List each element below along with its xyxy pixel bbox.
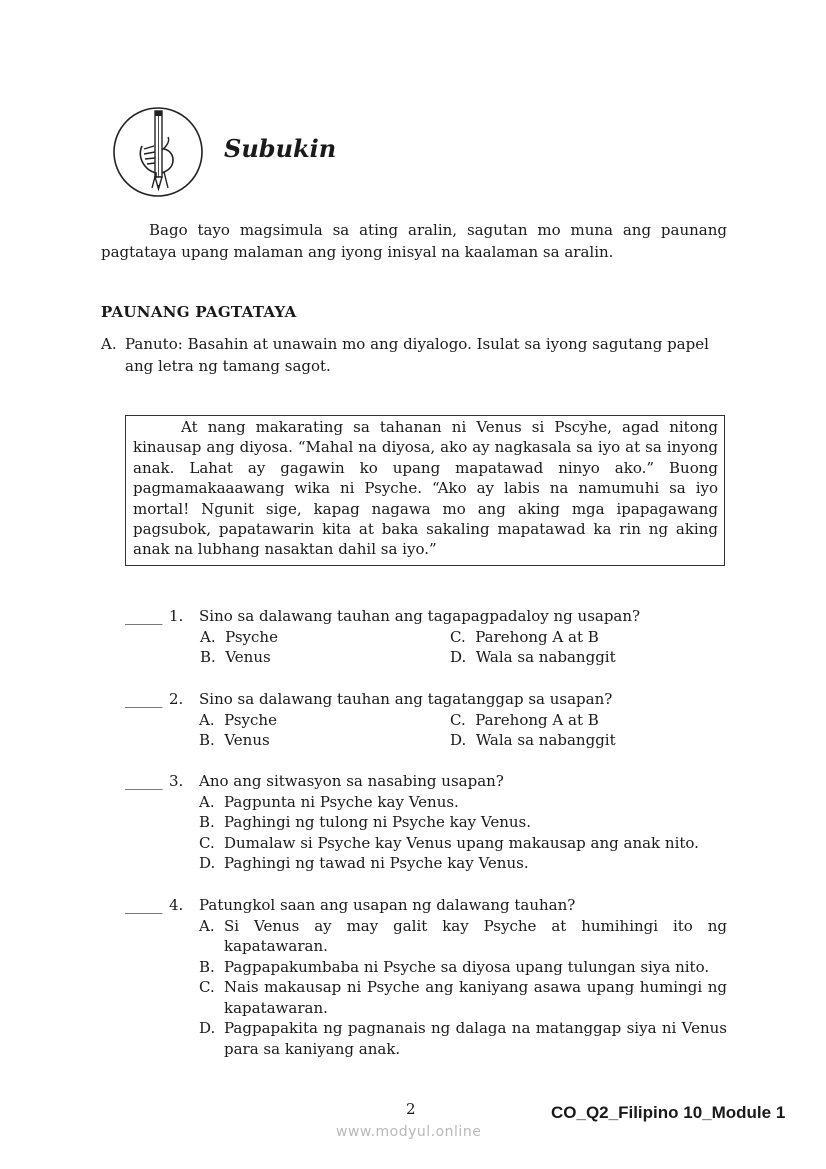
option-a: A. Si Venus ay may galit kay Psyche at humihingi ito ng kapatawaran. [199, 916, 727, 955]
question-text: Patungkol saan ang usapan ng dalawang tauhan? [199, 896, 576, 914]
answer-blank[interactable]: _____ [125, 772, 163, 790]
watermark: www.modyul.online [336, 1124, 482, 1140]
option-a: A. Pagpunta ni Psyche kay Venus. [199, 792, 459, 811]
question-text: Sino sa dalawang tauhan ang tagapagpadaloy ng usapan? [199, 607, 641, 625]
direction-text: Panuto: Basahin at unawain mo ang diyalogo. Isulat sa iyong sagutang papel ang letra ng tamang sagot. [125, 335, 709, 375]
answer-blank[interactable]: _____ [125, 690, 163, 708]
direction-label: A. [101, 335, 117, 353]
answer-blank[interactable]: _____ [125, 607, 163, 625]
question-2 [125, 689, 735, 751]
option-d: D. Paghingi ng tawad ni Psyche kay Venus. [199, 854, 529, 872]
answer-blank[interactable]: _____ [125, 896, 163, 914]
option-c: C. Parehong A at B [450, 627, 599, 646]
option-a: A. Psyche [199, 710, 277, 729]
option-b: B. Venus [200, 648, 271, 666]
question-number: 1. [169, 607, 184, 625]
passage-text: At nang makarating sa tahanan ni Venus si Pscyhe, agad nitong kinausap ang diyosa. “Mahal na diyosa, ako ay nagkasala sa iyo at sa inyong anak. Lahat ay gagawin ko upang mapatawad ninyo ako.” Buong pagmamakaaawang wika ni Psyche. “Ako ay labis na namumuhi sa iyo mortal! Ngunit sige, kapag nagawa mo ang aking mga ipapagawang pagsubok, papatawarin kita at baka sakaling mapatawad ka rin ng aking anak na lubhang nasaktan dahil sa iyo.” [133, 418, 718, 559]
option-d: D. Wala sa nabanggit [450, 731, 616, 749]
option-b: B. Pagpapakumbaba ni Psyche sa diyosa upang tulungan siya nito. [199, 957, 710, 976]
passage-box [125, 415, 725, 566]
question-4 [125, 895, 735, 1059]
question-number: 4. [169, 896, 184, 914]
module-code: CO_Q2_Filipino 10_Module 1 [551, 1103, 786, 1122]
option-d: D. Wala sa nabanggit [450, 648, 616, 666]
direction [101, 333, 727, 377]
option-b: B. Paghingi ng tulong ni Psyche kay Venus. [199, 813, 532, 831]
page-number: 2 [406, 1100, 416, 1118]
option-c: C. Dumalaw si Psyche kay Venus upang makausap ang anak nito. [199, 833, 699, 852]
option-d: D. Pagpapakita ng pagnanais ng dalaga na matanggap siya ni Venus para sa kaniyang anak. [199, 1019, 727, 1058]
option-c: C. Parehong A at B [450, 710, 599, 729]
pretest-heading: PAUNANG PAGTATAYA [101, 303, 297, 321]
question-text: Sino sa dalawang tauhan ang tagatanggap sa usapan? [199, 690, 613, 708]
section-title: Subukin [224, 134, 337, 163]
question-1 [125, 606, 735, 668]
intro-paragraph: Bago tayo magsimula sa ating aralin, sagutan mo muna ang paunang pagtataya upang malaman ang iyong inisyal na kaalaman sa aralin. [101, 221, 727, 261]
question-3 [125, 771, 735, 874]
hand-pencil-icon [112, 106, 204, 198]
question-number: 2. [169, 690, 184, 708]
question-number: 3. [169, 772, 184, 790]
question-text: Ano ang sitwasyon sa nasabing usapan? [199, 772, 504, 790]
option-a: A. Psyche [200, 627, 278, 646]
option-c: C. Nais makausap ni Psyche ang kaniyang asawa upang humingi ng kapatawaran. [199, 978, 727, 1017]
option-b: B. Venus [199, 731, 270, 749]
